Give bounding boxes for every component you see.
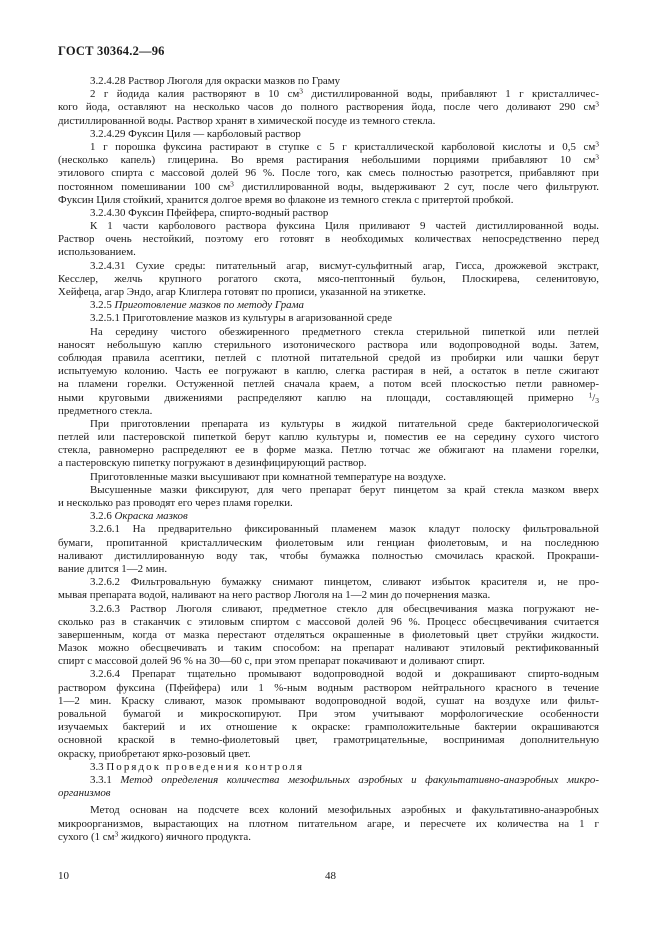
text-line: [58, 128, 599, 141]
body-text: [58, 75, 599, 844]
page-number: 48: [325, 870, 336, 882]
text-span: наносят небольшую каплю стерильного изотонического раствора или водопроводной воды. Затем,: [58, 338, 599, 351]
text-line: [58, 326, 599, 339]
text-line: [58, 444, 599, 457]
text-span: (несколько капель) глицерина. Во время растирания небольшими порциями прибавляют 10 см: [58, 154, 596, 167]
text-line: [58, 392, 599, 405]
text-line: [58, 207, 599, 220]
subscript: 3: [595, 395, 599, 405]
text-line: [58, 405, 599, 418]
text-span: 1 г порошка фуксина растирают в ступке с 5 г кристаллической карболовой кислоты и 0,5 см: [90, 140, 596, 153]
superscript: 3: [230, 179, 234, 188]
text-line: [58, 734, 599, 747]
text-span: раствором фуксина (Пфейфера) или 1 %-ным водным раствором нейтрального красного в течение: [58, 681, 599, 694]
text-span: наливают дистиллированную воду так, чтобы бумажка полностью смочилась краской. Прокраши-: [58, 549, 599, 562]
text-line: [58, 220, 599, 233]
text-line: [58, 629, 599, 642]
italic-text: Приготовление мазков по методу Грама: [114, 299, 305, 312]
text-line: [58, 497, 599, 510]
italic-text: Окраска мазков: [114, 510, 188, 523]
text-span: При приготовлении препарата из культуры в жидкой питательной среде бактериологической: [90, 417, 599, 430]
text-span: вание длится 1—2 мин.: [58, 562, 168, 575]
text-span: 3.2.5.1 Приготовление мазков из культуры в агаризованной среде: [90, 312, 393, 325]
text-line: [58, 761, 599, 774]
text-line: [58, 510, 599, 523]
text-line: [58, 708, 599, 721]
text-line: [58, 804, 599, 817]
text-span: соблюдая правила асептики, петлей с плотной питательной средой из пробирки или чашки берут: [58, 351, 599, 364]
text-line: [58, 655, 599, 668]
text-span: 3.2.6.2 Фильтровальную бумажку снимают пинцетом, сливают избыток красителя и, не про-: [90, 576, 599, 589]
text-span: Хейфеца, агар Эндо, агар Клиглера готовят по прописи, указанной на этикетке.: [58, 286, 426, 298]
text-span: на пламени горелки. Остуженной петлей сначала краем, а потом всей плоскостью петли равномер-: [58, 378, 599, 391]
italic-text: Метод определения количества мезофильных аэробных и факультативно-анаэробных микро-: [120, 773, 599, 786]
text-line: [58, 418, 599, 431]
document-code-header: ГОСТ 30364.2—96: [58, 44, 165, 58]
text-span: предметного стекла.: [58, 404, 153, 417]
text-span: Метод основан на подсчете всех колоний мезофильных аэробных и факультативно-анаэробных: [90, 804, 599, 817]
superscript: 3: [114, 829, 119, 839]
text-line: [58, 550, 599, 563]
text-line: [58, 431, 599, 444]
text-span: 3.2.4.29 Фуксин Циля — карболовый раствор: [90, 127, 301, 140]
text-span: Фуксин Циля стойкий, хранится долгое время во флаконе из темного стекла с притертой пробкой.: [58, 193, 514, 206]
text-span: мывая препарата водой, наливают на него раствор Люголя на 1—2 мин до почернения мазка.: [58, 589, 491, 602]
text-span: 3.2.6.4 Препарат тщательно промывают водопроводной водой и докрашивают спирто-водным: [90, 668, 599, 681]
superscript: 1: [588, 390, 593, 399]
text-span: 3.2.4.31 Сухие среды: питательный агар, висмут-сульфитный агар, Гисса, дрожжевой экстракт,: [90, 259, 599, 272]
text-line: [58, 603, 599, 616]
text-line: [58, 233, 599, 246]
text-span: а пастеровскую пипетку погружают в дезинфицирующий раствор.: [58, 457, 367, 470]
text-span: этилового спирта с массовой долей 96 %. После того, как смесь полностью разотрется, прибавляют при: [58, 167, 599, 180]
text-line: [58, 101, 599, 114]
text-line: [58, 537, 599, 550]
text-line: [58, 831, 599, 844]
text-line: [58, 141, 599, 154]
text-span: 3.2.6: [90, 510, 115, 523]
text-line: [58, 818, 599, 831]
text-line: [58, 181, 599, 194]
text-span: петлей или пастеровской пипеткой берут каплю культуры и, поместив ее на середину сухого чистого: [58, 431, 599, 444]
text-span: дистиллированной воды, выдерживают 2 сут, после чего фильтруют.: [233, 180, 599, 193]
text-span: Кесслер, желчь крупного рогатого скота, мясо-пептонный бульон, Плоскирева, селенитовую,: [58, 272, 599, 285]
text-line: [58, 352, 599, 365]
text-line: [58, 75, 599, 88]
text-line: [58, 616, 599, 629]
text-span: ными круговыми движениями распределяют каплю на площади, составляющей примерно: [58, 391, 589, 404]
text-line: [58, 471, 599, 484]
text-span: испытуемую колонию. Часть ее погружают в каплю, слегка растирая в ней, а остаток в петле сжигают: [58, 365, 599, 378]
text-line: [58, 563, 599, 576]
text-span: К 1 части карболового раствора фуксина Циля приливают 9 частей дистиллированной воды.: [90, 220, 599, 233]
text-line: [58, 457, 599, 470]
text-line: [58, 721, 599, 734]
superscript: 3: [595, 99, 599, 109]
text-span: дистиллированной воды. Раствор хранят в химической посуде из темного стекла.: [58, 114, 436, 127]
text-span: жидкого) яичного продукта.: [118, 830, 251, 843]
text-line: [58, 154, 599, 167]
text-span: 3.2.6.3 Раствор Люголя сливают, предметное стекло для обесцвечивания мазка погружают не-: [90, 602, 599, 615]
text-line: [58, 668, 599, 681]
text-span: сухого (1 см: [58, 830, 115, 843]
text-span: сколько раз в стаканчик с этиловым спиртом с массовой долей 96 %. Процесс обесцвечивания считается: [58, 615, 599, 628]
superscript: 3: [595, 139, 599, 149]
text-span: Приготовленные мазки высушивают при комнатной температуре на воздухе.: [90, 470, 446, 483]
text-span: 1—2 мин. Краску сливают, мазок промывают водопроводной водой, сушат на воздухе или фильт-: [58, 694, 599, 707]
text-span: кого йода, оставляют на несколько часов до полного растворения йода, после чего доливают 290 см: [58, 101, 596, 114]
text-line: [58, 273, 599, 286]
text-span: стекла, равномерно распределяют ее в форме мазка. Петлю тотчас же обжигают на пламени горелки,: [58, 444, 599, 457]
superscript: 3: [595, 152, 599, 162]
text-span: Мазок можно обесцвечивать и таким способом: на препарат наливают этиловый ректификованный: [58, 642, 599, 655]
text-line: [58, 378, 599, 391]
text-span: 3.2.4.30 Фуксин Пфейфера, спирто-водный раствор: [90, 206, 329, 219]
text-span: окраску, приобретают ярко-розовый цвет.: [58, 747, 251, 760]
text-span: основной краской в темно-фиолетовый цвет, грамотрицательные, воспринимая дополнительную: [58, 734, 599, 747]
text-line: [58, 774, 599, 787]
text-line: [58, 88, 599, 101]
text-span: завершенным, когда от мазка перестают отделяться окрашенные в фиолетовый цвет струйки жидкости.: [58, 628, 599, 641]
text-span: На середину чистого обезжиренного предметного стекла стерильной пипеткой или петлей: [90, 325, 599, 338]
text-span: 3.2.6.1 На предварительно фиксированный пламенем мазок кладут полоску фильтровальной: [90, 523, 599, 536]
text-span: /: [592, 391, 596, 404]
text-span: Высушенные мазки фиксируют, для чего препарат берут пинцетом за край стекла мазком вверх: [90, 483, 599, 496]
text-span: 3.2.5: [90, 299, 115, 312]
text-line: [58, 365, 599, 378]
italic-text: организмов: [58, 787, 111, 800]
text-span: дистиллированной воды, прибавляют 1 г кристалличес-: [303, 88, 599, 101]
footer-left-number: 10: [58, 870, 69, 882]
superscript: 3: [299, 86, 303, 96]
text-line: [58, 339, 599, 352]
text-line: [58, 115, 599, 128]
text-span: Раствор очень нестойкий, поэтому его готовят в необходимых количествах непосредственно перед: [58, 233, 599, 246]
text-line: [58, 484, 599, 497]
text-line: [58, 167, 599, 180]
text-line: [58, 523, 599, 536]
text-span: ровальной бумагой и микроскопируют. При этом учитывают морфологические особенности: [58, 708, 599, 720]
text-span: бумаги, пропитанной кристаллическим фиолетовым или генциан фиолетовым, и на последнюю: [58, 536, 599, 549]
text-span: спирт с массовой долей 96 % на 30—60 с, при этом препарат покачивают и доливают спирт.: [58, 655, 485, 668]
text-line: [58, 194, 599, 207]
text-span: использованием.: [58, 246, 136, 259]
text-line: [58, 682, 599, 695]
text-span: 2 г йодида калия растворяют в 10 см: [90, 88, 300, 101]
text-line: [58, 299, 599, 312]
text-span: микроорганизмов, вырастающих на плотном питательном агаре, и пересчете их количества на 1 г: [58, 817, 599, 830]
text-line: [58, 748, 599, 761]
text-span: Порядок проведения контроля: [106, 760, 305, 773]
text-line: [58, 312, 599, 325]
text-span: 3.3: [90, 760, 107, 773]
text-span: и несколько раз проводят его через пламя горелки.: [58, 497, 293, 509]
text-line: [58, 576, 599, 589]
text-line: [58, 695, 599, 708]
text-span: 3.2.4.28 Раствор Люголя для окраски мазков по Граму: [90, 75, 341, 87]
text-line: [58, 260, 599, 273]
text-span: изучаемых бактерий и их отношение к окраске: грамположительные бактерии окрашиваются: [58, 721, 599, 734]
text-span: постоянном помешивании 100 см: [58, 180, 231, 193]
text-line: [58, 246, 599, 259]
text-line: [58, 286, 599, 299]
text-line: [58, 589, 599, 602]
text-line: [58, 642, 599, 655]
text-line: [58, 787, 599, 800]
text-span: 3.3.1: [90, 773, 121, 786]
